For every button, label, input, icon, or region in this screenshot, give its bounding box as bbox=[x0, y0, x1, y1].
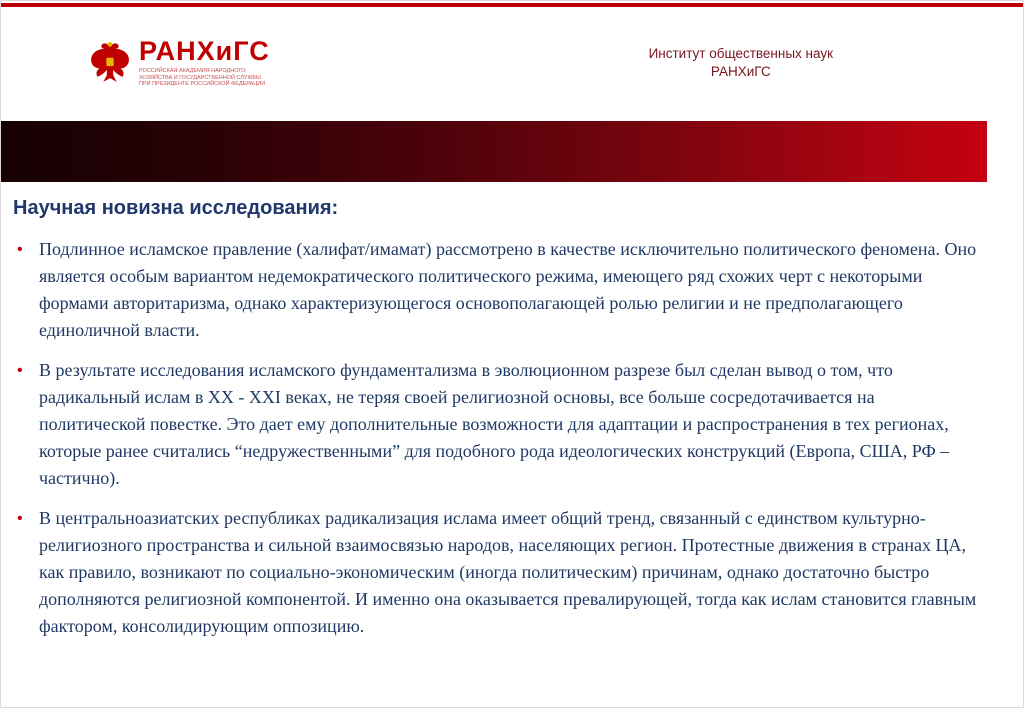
bullet-text: В результате исследования исламского фундаментализма в эволюционном разрезе был сделан вывод о том, что радикальный ислам в XX - XXI веках, не теряя своей религиозной основы, все больше сосредотачивается на политической повестке. Это дает ему дополнительные возможности для адаптации и распространения в тех регионах, которые ранее считались “недружественными” для подобного рода идеологических конструкций (Европа, США, РФ – частично). bbox=[39, 360, 950, 488]
red-gradient-band bbox=[1, 121, 987, 182]
slide-header bbox=[1, 7, 1023, 119]
bullet-marker-icon: • bbox=[17, 241, 23, 258]
bullet-text: Подлинное исламское правление (халифат/имамат) рассмотрено в качестве исключительно политического феномена. Оно является особым вариантом недемократического политического режима, имеющего ряд схожих черт с некоторыми формами авторитаризма, однако характеризующегося основополагающей ролью религии и не предполагающего единоличной власти. bbox=[39, 239, 977, 340]
bullet-text: В центральноазиатских республиках радикализация ислама имеет общий тренд, связанный с единством культурно-религиозного пространства и сильной взаимосвязью народов, населяющих регион. Протестные движения в странах ЦА, как правило, возникают по социально-экономическим (иногда политическим) причинам, однако достаточно быстро дополняются религиозной компонентой. И именно она оказывается превалирующей, тогда как ислам становится главным фактором, консолидирующим оппозицию. bbox=[39, 508, 977, 636]
bullet-item bbox=[11, 357, 983, 492]
ranepa-logo bbox=[89, 35, 270, 89]
double-headed-eagle-icon bbox=[89, 39, 131, 87]
logo-acronym: РАНХиГС bbox=[139, 35, 270, 66]
logo-text-block bbox=[139, 35, 270, 89]
slide-content bbox=[1, 197, 1023, 653]
institute-name bbox=[649, 45, 833, 81]
institute-name-line1: Институт общественных наук bbox=[648, 45, 833, 61]
bullet-marker-icon: • bbox=[17, 362, 23, 379]
bullet-list bbox=[11, 236, 983, 640]
bullet-marker-icon: • bbox=[17, 510, 23, 527]
logo-subtext: РОССИЙСКАЯ АКАДЕМИЯ НАРОДНОГО ХОЗЯЙСТВА И ГОСУДАРСТВЕННОЙ СЛУЖБЫ ПРИ ПРЕЗИДЕНТЕ РОССИЙСКОЙ ФЕДЕРАЦИИ bbox=[139, 67, 266, 88]
page-title: Научная новизна исследования: bbox=[13, 197, 339, 219]
bullet-item bbox=[11, 236, 983, 344]
bullet-item bbox=[11, 505, 983, 640]
institute-name-line2: РАНХиГС bbox=[710, 64, 771, 79]
